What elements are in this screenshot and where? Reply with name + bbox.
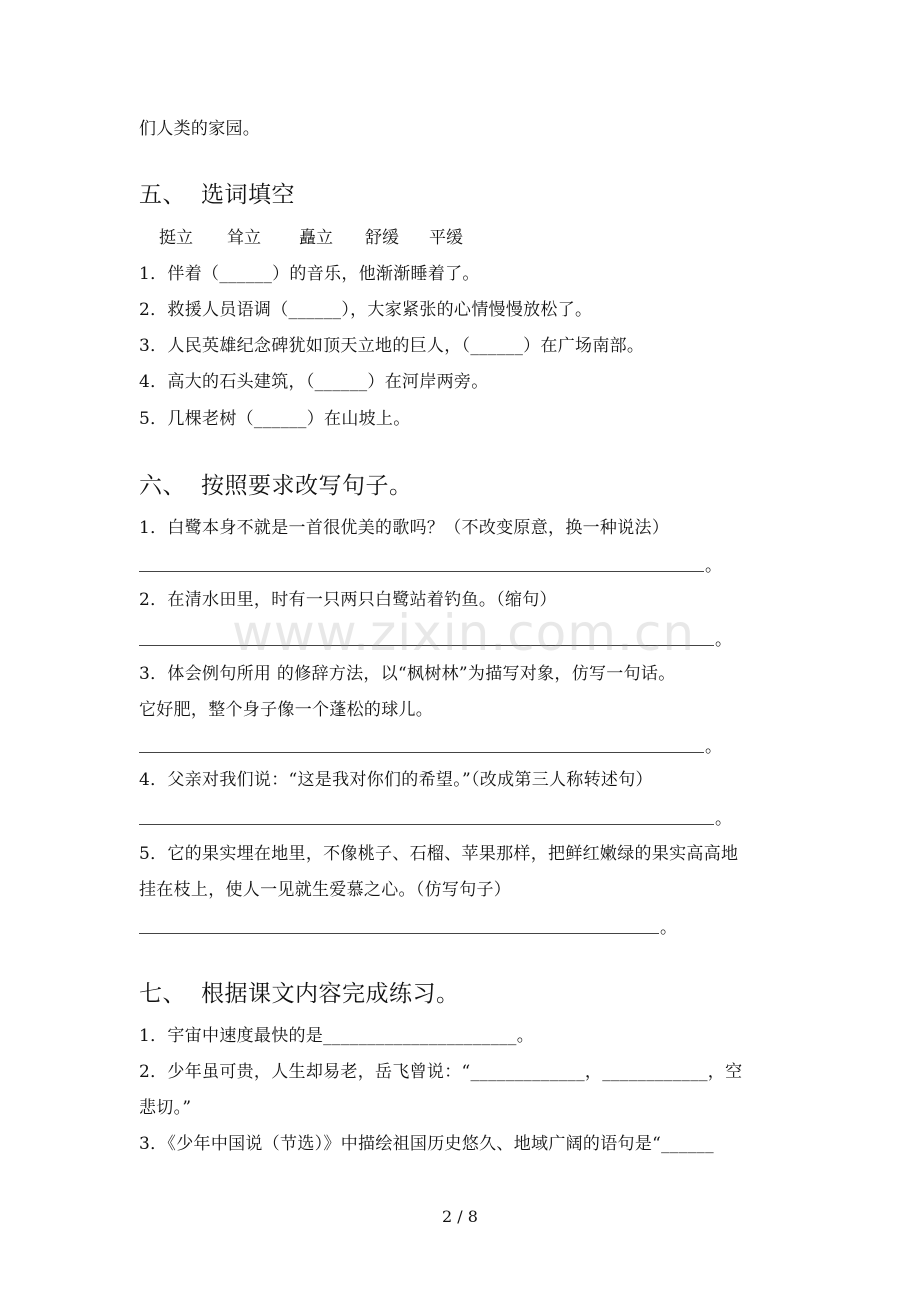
answer-line[interactable] [139, 933, 659, 934]
word-bank-item: 舒缓 [365, 228, 399, 248]
rewrite-question-5-line1: 5．它的果实埋在地里，不像桃子、石榴、苹果那样，把鲜红嫩绿的果实高高地 [139, 844, 739, 864]
section5-title: 选词填空 [201, 182, 295, 208]
section6-title: 按照要求改写句子。 [201, 473, 413, 499]
rewrite-example: 它好肥，整个身子像一个蓬松的球儿。 [139, 700, 434, 720]
section7-title: 根据课文内容完成练习。 [201, 981, 460, 1007]
answer-line[interactable] [139, 824, 714, 825]
word-bank-item: 耸立 [227, 228, 261, 248]
page-number: 2 / 8 [442, 1207, 478, 1226]
word-bank [159, 226, 463, 250]
fill-blank-item: 2．救援人员语调（______），大家紧张的心情慢慢放松了。 [139, 300, 593, 320]
rewrite-question-1: 1．白鹭本身不就是一首很优美的歌吗？（不改变原意，换一种说法） [139, 518, 670, 538]
answer-period: 。 [715, 630, 732, 650]
recall-question-2-line1: 2．少年虽可贵，人生却易老，岳飞曾说：“_____________，____________，空 [139, 1062, 743, 1082]
word-bank-item: 挺立 [159, 228, 193, 248]
recall-question-1: 1．宇宙中速度最快的是______________________。 [139, 1026, 535, 1046]
intro-line: 们人类的家园。 [139, 119, 261, 139]
recall-question-3: 3．《少年中国说（节选）》中描绘祖国历史悠久、地域广阔的语句是“______ [139, 1134, 714, 1154]
answer-period: 。 [705, 737, 722, 757]
section7-heading [139, 979, 460, 1009]
section6-heading [139, 471, 413, 501]
section7-number: 七、 [139, 981, 186, 1007]
fill-blank-item: 1．伴着（______）的音乐，他渐渐睡着了。 [139, 264, 480, 284]
answer-period: 。 [660, 918, 677, 938]
answer-period: 。 [715, 809, 732, 829]
rewrite-question-2: 2．在清水田里，时有一只两只白鹭站着钓鱼。（缩句） [139, 590, 557, 610]
answer-line[interactable] [139, 752, 704, 753]
word-bank-item: 平缓 [429, 228, 463, 248]
recall-question-2-line2: 悲切。” [139, 1098, 192, 1118]
word-bank-item: 矗立 [299, 228, 333, 248]
rewrite-question-5-line2: 挂在枝上，使人一见就生爱慕之心。（仿写句子） [139, 880, 512, 900]
section5-heading [139, 180, 295, 210]
fill-blank-item: 3．人民英雄纪念碑犹如顶天立地的巨人，（______）在广场南部。 [139, 336, 645, 356]
rewrite-question-4: 4．父亲对我们说：“这是我对你们的希望。”（改成第三人称转述句） [139, 770, 653, 790]
rewrite-question-3: 3．体会例句所用 的修辞方法，以“枫树林”为描写对象，仿写一句话。 [139, 664, 676, 684]
section5-number: 五、 [139, 182, 186, 208]
section6-number: 六、 [139, 473, 186, 499]
fill-blank-item: 5．几棵老树（______）在山坡上。 [139, 409, 411, 429]
fill-blank-item: 4．高大的石头建筑，（______）在河岸两旁。 [139, 372, 489, 392]
answer-line[interactable] [139, 571, 704, 572]
answer-period: 。 [705, 556, 722, 576]
watermark: www.zixin.com.cn [232, 604, 696, 662]
